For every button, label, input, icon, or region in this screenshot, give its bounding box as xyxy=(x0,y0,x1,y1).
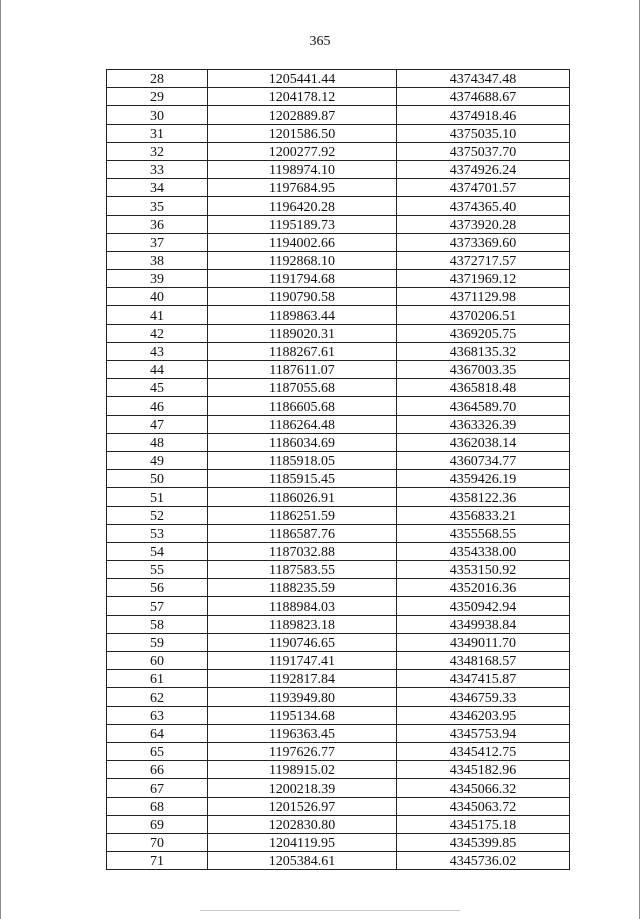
x-coordinate-cell: 1188235.59 xyxy=(208,579,397,597)
point-number-cell: 59 xyxy=(107,633,208,651)
table-row xyxy=(107,342,570,360)
page-number: 365 xyxy=(309,34,331,49)
point-number-cell: 39 xyxy=(107,270,208,288)
y-coordinate-cell: 4347415.87 xyxy=(397,670,570,688)
point-number-cell: 37 xyxy=(107,233,208,251)
x-coordinate-cell: 1197626.77 xyxy=(208,742,397,760)
table-row xyxy=(107,542,570,560)
y-coordinate-cell: 4354338.00 xyxy=(397,542,570,560)
point-number-cell: 52 xyxy=(107,506,208,524)
point-number-cell: 53 xyxy=(107,524,208,542)
table-row xyxy=(107,706,570,724)
x-coordinate-cell: 1191747.41 xyxy=(208,652,397,670)
point-number-cell: 70 xyxy=(107,833,208,851)
point-number-cell: 62 xyxy=(107,688,208,706)
table-row xyxy=(107,742,570,760)
x-coordinate-cell: 1202830.80 xyxy=(208,815,397,833)
point-number-cell: 56 xyxy=(107,579,208,597)
point-number-cell: 35 xyxy=(107,197,208,215)
point-number-cell: 64 xyxy=(107,724,208,742)
x-coordinate-cell: 1190790.58 xyxy=(208,288,397,306)
x-coordinate-cell: 1189823.18 xyxy=(208,615,397,633)
y-coordinate-cell: 4358122.36 xyxy=(397,488,570,506)
coordinates-table-body xyxy=(107,70,570,870)
x-coordinate-cell: 1191794.68 xyxy=(208,270,397,288)
table-row xyxy=(107,524,570,542)
table-row xyxy=(107,324,570,342)
y-coordinate-cell: 4348168.57 xyxy=(397,652,570,670)
table-row xyxy=(107,724,570,742)
table-row xyxy=(107,124,570,142)
table-row xyxy=(107,615,570,633)
x-coordinate-cell: 1192868.10 xyxy=(208,251,397,269)
point-number-cell: 67 xyxy=(107,779,208,797)
y-coordinate-cell: 4345066.32 xyxy=(397,779,570,797)
point-number-cell: 63 xyxy=(107,706,208,724)
point-number-cell: 31 xyxy=(107,124,208,142)
y-coordinate-cell: 4373369.60 xyxy=(397,233,570,251)
x-coordinate-cell: 1192817.84 xyxy=(208,670,397,688)
table-row xyxy=(107,270,570,288)
y-coordinate-cell: 4374918.46 xyxy=(397,106,570,124)
table-row xyxy=(107,88,570,106)
table-row xyxy=(107,397,570,415)
x-coordinate-cell: 1189863.44 xyxy=(208,306,397,324)
x-coordinate-cell: 1198915.02 xyxy=(208,761,397,779)
y-coordinate-cell: 4371969.12 xyxy=(397,270,570,288)
x-coordinate-cell: 1195134.68 xyxy=(208,706,397,724)
y-coordinate-cell: 4345182.96 xyxy=(397,761,570,779)
point-number-cell: 55 xyxy=(107,561,208,579)
point-number-cell: 65 xyxy=(107,742,208,760)
y-coordinate-cell: 4374347.48 xyxy=(397,70,570,88)
table-row xyxy=(107,852,570,870)
x-coordinate-cell: 1197684.95 xyxy=(208,179,397,197)
y-coordinate-cell: 4364589.70 xyxy=(397,397,570,415)
y-coordinate-cell: 4375037.70 xyxy=(397,142,570,160)
point-number-cell: 29 xyxy=(107,88,208,106)
y-coordinate-cell: 4345412.75 xyxy=(397,742,570,760)
table-row xyxy=(107,142,570,160)
table-row xyxy=(107,415,570,433)
point-number-cell: 71 xyxy=(107,852,208,870)
y-coordinate-cell: 4355568.55 xyxy=(397,524,570,542)
table-row xyxy=(107,215,570,233)
y-coordinate-cell: 4369205.75 xyxy=(397,324,570,342)
coordinates-table xyxy=(106,69,570,870)
table-row xyxy=(107,579,570,597)
x-coordinate-cell: 1201526.97 xyxy=(208,797,397,815)
y-coordinate-cell: 4363326.39 xyxy=(397,415,570,433)
x-coordinate-cell: 1187055.68 xyxy=(208,379,397,397)
point-number-cell: 33 xyxy=(107,160,208,178)
table-row xyxy=(107,815,570,833)
point-number-cell: 34 xyxy=(107,179,208,197)
table-row xyxy=(107,670,570,688)
table-row xyxy=(107,433,570,451)
x-coordinate-cell: 1186587.76 xyxy=(208,524,397,542)
x-coordinate-cell: 1195189.73 xyxy=(208,215,397,233)
y-coordinate-cell: 4346203.95 xyxy=(397,706,570,724)
point-number-cell: 69 xyxy=(107,815,208,833)
point-number-cell: 28 xyxy=(107,70,208,88)
y-coordinate-cell: 4345063.72 xyxy=(397,797,570,815)
y-coordinate-cell: 4362038.14 xyxy=(397,433,570,451)
x-coordinate-cell: 1186264.48 xyxy=(208,415,397,433)
y-coordinate-cell: 4365818.48 xyxy=(397,379,570,397)
x-coordinate-cell: 1185918.05 xyxy=(208,451,397,469)
y-coordinate-cell: 4345399.85 xyxy=(397,833,570,851)
point-number-cell: 51 xyxy=(107,488,208,506)
x-coordinate-cell: 1188267.61 xyxy=(208,342,397,360)
x-coordinate-cell: 1202889.87 xyxy=(208,106,397,124)
y-coordinate-cell: 4345736.02 xyxy=(397,852,570,870)
point-number-cell: 61 xyxy=(107,670,208,688)
table-row xyxy=(107,379,570,397)
page-edge-left xyxy=(0,0,1,919)
x-coordinate-cell: 1187611.07 xyxy=(208,361,397,379)
table-row xyxy=(107,797,570,815)
point-number-cell: 36 xyxy=(107,215,208,233)
point-number-cell: 60 xyxy=(107,652,208,670)
y-coordinate-cell: 4375035.10 xyxy=(397,124,570,142)
table-row xyxy=(107,761,570,779)
point-number-cell: 68 xyxy=(107,797,208,815)
point-number-cell: 40 xyxy=(107,288,208,306)
table-row xyxy=(107,488,570,506)
x-coordinate-cell: 1186605.68 xyxy=(208,397,397,415)
y-coordinate-cell: 4374701.57 xyxy=(397,179,570,197)
y-coordinate-cell: 4345175.18 xyxy=(397,815,570,833)
x-coordinate-cell: 1201586.50 xyxy=(208,124,397,142)
table-row xyxy=(107,361,570,379)
table-row xyxy=(107,597,570,615)
point-number-cell: 38 xyxy=(107,251,208,269)
y-coordinate-cell: 4374365.40 xyxy=(397,197,570,215)
x-coordinate-cell: 1190746.65 xyxy=(208,633,397,651)
x-coordinate-cell: 1187032.88 xyxy=(208,542,397,560)
table-row xyxy=(107,652,570,670)
table-row xyxy=(107,251,570,269)
table-row xyxy=(107,233,570,251)
x-coordinate-cell: 1185915.45 xyxy=(208,470,397,488)
point-number-cell: 41 xyxy=(107,306,208,324)
table-row xyxy=(107,506,570,524)
table-row xyxy=(107,160,570,178)
x-coordinate-cell: 1205384.61 xyxy=(208,852,397,870)
y-coordinate-cell: 4353150.92 xyxy=(397,561,570,579)
y-coordinate-cell: 4370206.51 xyxy=(397,306,570,324)
table-row xyxy=(107,70,570,88)
y-coordinate-cell: 4352016.36 xyxy=(397,579,570,597)
point-number-cell: 54 xyxy=(107,542,208,560)
table-row xyxy=(107,451,570,469)
y-coordinate-cell: 4374688.67 xyxy=(397,88,570,106)
x-coordinate-cell: 1205441.44 xyxy=(208,70,397,88)
y-coordinate-cell: 4374926.24 xyxy=(397,160,570,178)
x-coordinate-cell: 1200218.39 xyxy=(208,779,397,797)
table-row xyxy=(107,833,570,851)
x-coordinate-cell: 1186034.69 xyxy=(208,433,397,451)
table-row xyxy=(107,633,570,651)
x-coordinate-cell: 1187583.55 xyxy=(208,561,397,579)
table-row xyxy=(107,779,570,797)
table-row xyxy=(107,288,570,306)
point-number-cell: 57 xyxy=(107,597,208,615)
x-coordinate-cell: 1186251.59 xyxy=(208,506,397,524)
point-number-cell: 66 xyxy=(107,761,208,779)
y-coordinate-cell: 4346759.33 xyxy=(397,688,570,706)
y-coordinate-cell: 4360734.77 xyxy=(397,451,570,469)
point-number-cell: 47 xyxy=(107,415,208,433)
y-coordinate-cell: 4345753.94 xyxy=(397,724,570,742)
x-coordinate-cell: 1194002.66 xyxy=(208,233,397,251)
table-row xyxy=(107,688,570,706)
y-coordinate-cell: 4349938.84 xyxy=(397,615,570,633)
x-coordinate-cell: 1196420.28 xyxy=(208,197,397,215)
point-number-cell: 32 xyxy=(107,142,208,160)
point-number-cell: 42 xyxy=(107,324,208,342)
bottom-scan-rule xyxy=(200,910,460,911)
x-coordinate-cell: 1189020.31 xyxy=(208,324,397,342)
table-row xyxy=(107,306,570,324)
y-coordinate-cell: 4350942.94 xyxy=(397,597,570,615)
table-row xyxy=(107,561,570,579)
x-coordinate-cell: 1204119.95 xyxy=(208,833,397,851)
y-coordinate-cell: 4356833.21 xyxy=(397,506,570,524)
point-number-cell: 30 xyxy=(107,106,208,124)
y-coordinate-cell: 4367003.35 xyxy=(397,361,570,379)
table-row xyxy=(107,470,570,488)
x-coordinate-cell: 1198974.10 xyxy=(208,160,397,178)
point-number-cell: 45 xyxy=(107,379,208,397)
x-coordinate-cell: 1193949.80 xyxy=(208,688,397,706)
x-coordinate-cell: 1188984.03 xyxy=(208,597,397,615)
table-row xyxy=(107,197,570,215)
point-number-cell: 43 xyxy=(107,342,208,360)
x-coordinate-cell: 1200277.92 xyxy=(208,142,397,160)
point-number-cell: 48 xyxy=(107,433,208,451)
x-coordinate-cell: 1186026.91 xyxy=(208,488,397,506)
y-coordinate-cell: 4371129.98 xyxy=(397,288,570,306)
point-number-cell: 50 xyxy=(107,470,208,488)
y-coordinate-cell: 4372717.57 xyxy=(397,251,570,269)
point-number-cell: 58 xyxy=(107,615,208,633)
table-row xyxy=(107,179,570,197)
y-coordinate-cell: 4359426.19 xyxy=(397,470,570,488)
x-coordinate-cell: 1204178.12 xyxy=(208,88,397,106)
point-number-cell: 49 xyxy=(107,451,208,469)
x-coordinate-cell: 1196363.45 xyxy=(208,724,397,742)
y-coordinate-cell: 4373920.28 xyxy=(397,215,570,233)
point-number-cell: 44 xyxy=(107,361,208,379)
y-coordinate-cell: 4368135.32 xyxy=(397,342,570,360)
y-coordinate-cell: 4349011.70 xyxy=(397,633,570,651)
table-row xyxy=(107,106,570,124)
point-number-cell: 46 xyxy=(107,397,208,415)
